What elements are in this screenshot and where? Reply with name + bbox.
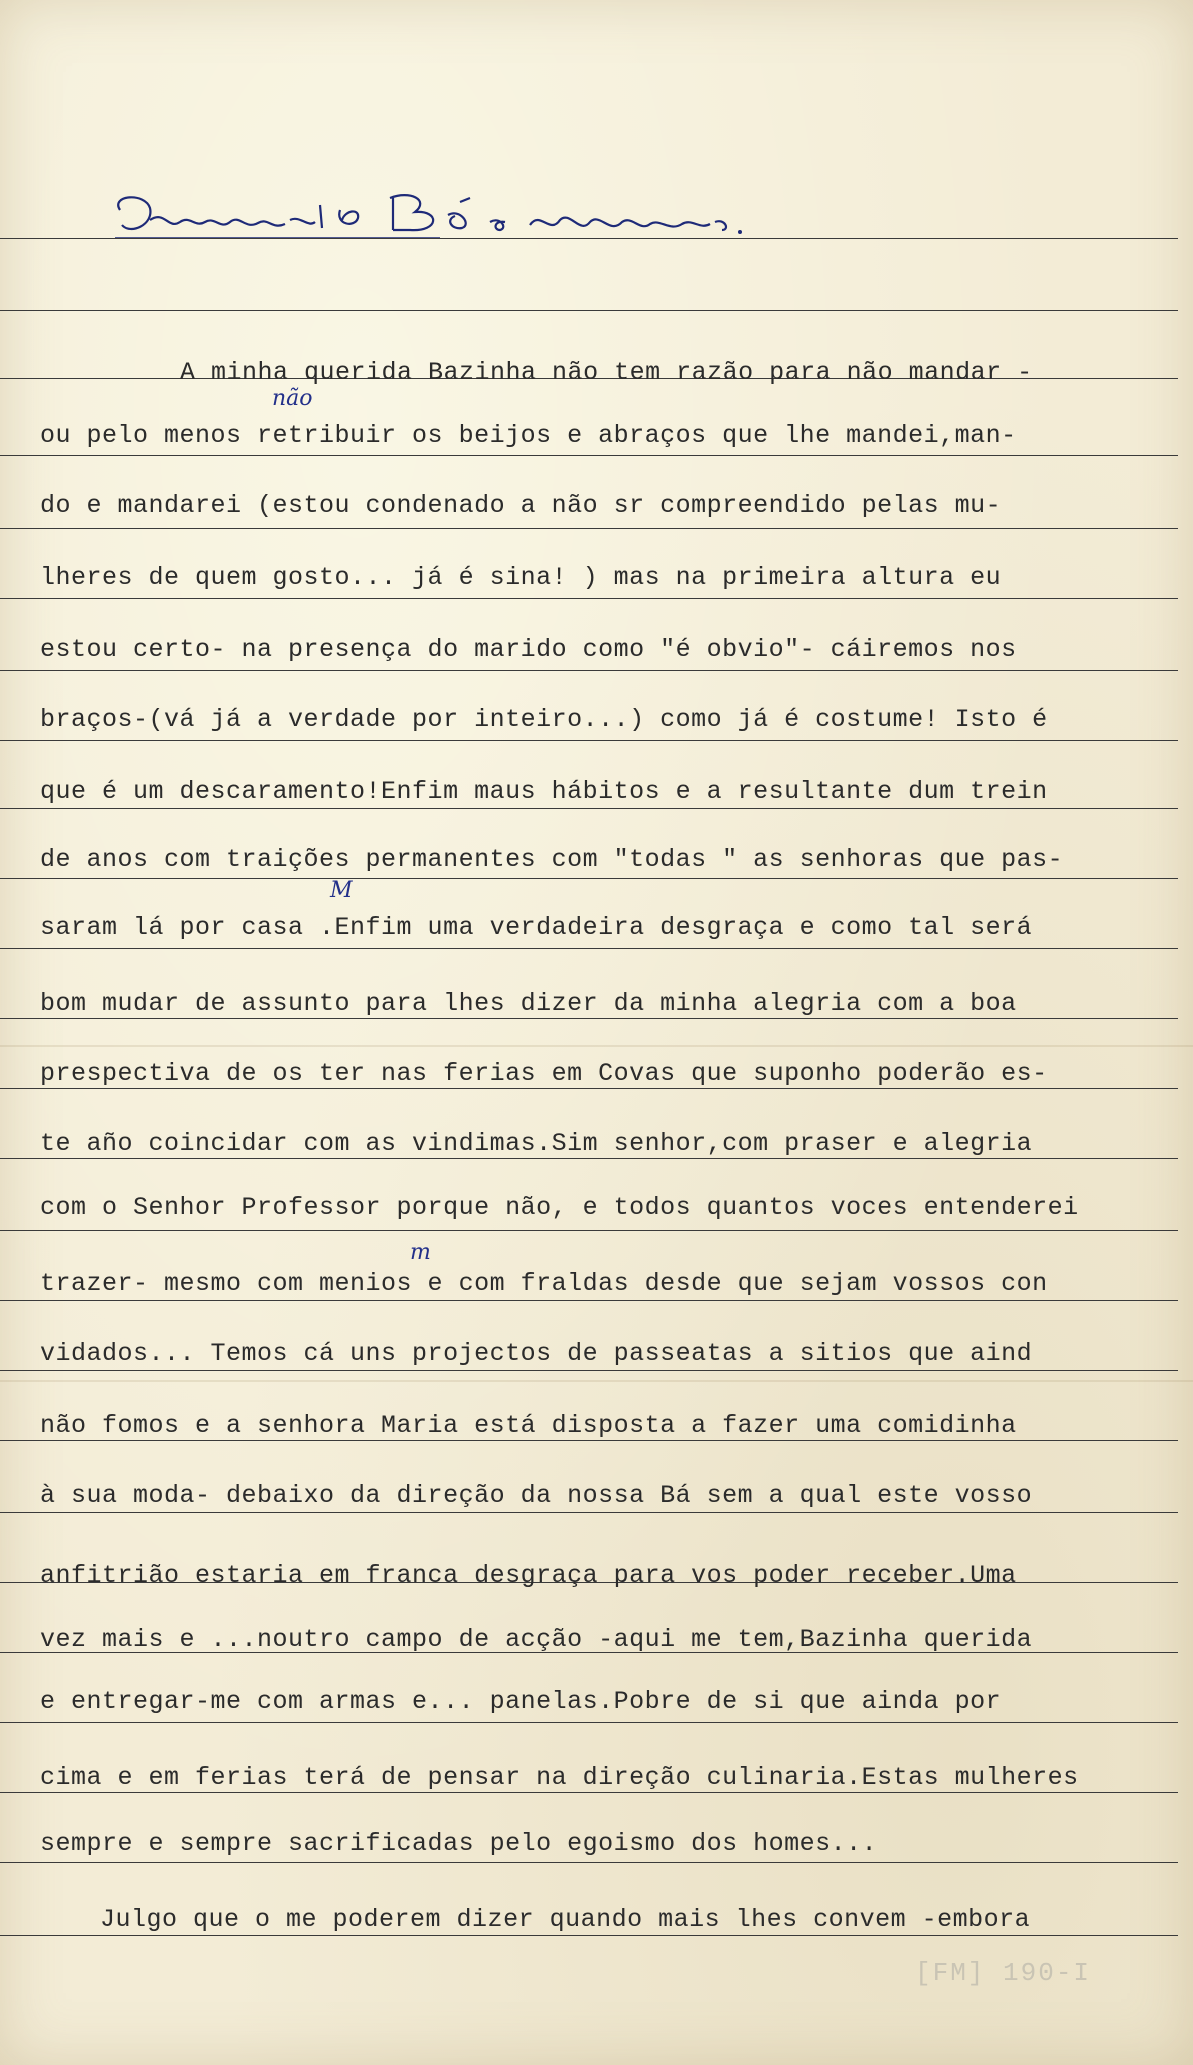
handwritten-salutation (110, 180, 830, 260)
rule-line (0, 1862, 1178, 1863)
rule-line (0, 1722, 1178, 1723)
letter-line: e entregar-me com armas e... panelas.Pobre de si que ainda por (40, 1687, 1002, 1716)
letter-line: anfitrião estaria em franca desgraça para vos poder receber.Uma (40, 1561, 1017, 1590)
rule-line (0, 455, 1178, 456)
letter-line: vidados... Temos cá uns projectos de passeatas a sitios que aind (40, 1339, 1033, 1368)
letter-line: não fomos e a senhora Maria está disposta a fazer uma comidinha (40, 1411, 1017, 1440)
letter-line: sempre e sempre sacrificadas pelo egoismo dos homes... (40, 1829, 878, 1858)
letter-line: Julgo que o me poderem dizer quando mais lhes convem -embora (100, 1905, 1031, 1934)
letter-line: bom mudar de assunto para lhes dizer da minha alegria com a boa (40, 989, 1017, 1018)
paper-fold (0, 1380, 1193, 1382)
letter-line: com o Senhor Professor porque não, e todos quantos voces entenderei (40, 1193, 1079, 1222)
letter-line: lheres de quem gosto... já é sina! ) mas na primeira altura eu (40, 563, 1002, 592)
letter-line: de anos com traições permanentes com "todas " as senhoras que pas- (40, 845, 1064, 874)
letter-line: do e mandarei (estou condenado a não sr compreendido pelas mu- (40, 491, 1002, 520)
letter-line: que é um descaramento!Enfim maus hábitos e a resultante dum trein (40, 777, 1048, 806)
handwritten-insertion: não (272, 386, 313, 411)
rule-line (0, 670, 1178, 671)
rule-line (0, 310, 1178, 311)
rule-line (0, 528, 1178, 529)
handwritten-insertion: m (410, 1240, 431, 1265)
letter-line: saram lá por casa .Enfim uma verdadeira desgraça e como tal será (40, 913, 1033, 942)
letter-line: ou pelo menos retribuir os beijos e abraços que lhe mandei,man- (40, 421, 1017, 450)
archive-mark: [FM] 190-I (915, 1958, 1092, 1988)
letter-line: A minha querida Bazinha não tem razão para não mandar - (180, 358, 1033, 387)
handwritten-insertion: M (330, 878, 353, 903)
letter-line: estou certo- na presença do marido como "é obvio"- cáiremos nos (40, 635, 1017, 664)
rule-line (0, 740, 1178, 741)
letter-line: prespectiva de os ter nas ferias em Covas que suponho poderão es- (40, 1059, 1048, 1088)
salutation-scrawl (110, 180, 830, 260)
letter-line: vez mais e ...noutro campo de acção -aqui me tem,Bazinha querida (40, 1625, 1033, 1654)
rule-line (0, 878, 1178, 879)
letter-line: à sua moda- debaixo da direção da nossa Bá sem a qual este vosso (40, 1481, 1033, 1510)
letter-line: braços-(vá já a verdade por inteiro...) como já é costume! Isto é (40, 705, 1048, 734)
paper-fold (0, 1045, 1193, 1047)
letter-line: cima e em ferias terá de pensar na direção culinaria.Estas mulheres (40, 1763, 1079, 1792)
letter-line: trazer- mesmo com menios e com fraldas desde que sejam vossos con (40, 1269, 1048, 1298)
rule-line (0, 948, 1178, 949)
letter-line: te año coincidar com as vindimas.Sim senhor,com praser e alegria (40, 1129, 1033, 1158)
rule-line (0, 1230, 1178, 1231)
rule-line (0, 238, 1178, 239)
rule-line (0, 598, 1178, 599)
